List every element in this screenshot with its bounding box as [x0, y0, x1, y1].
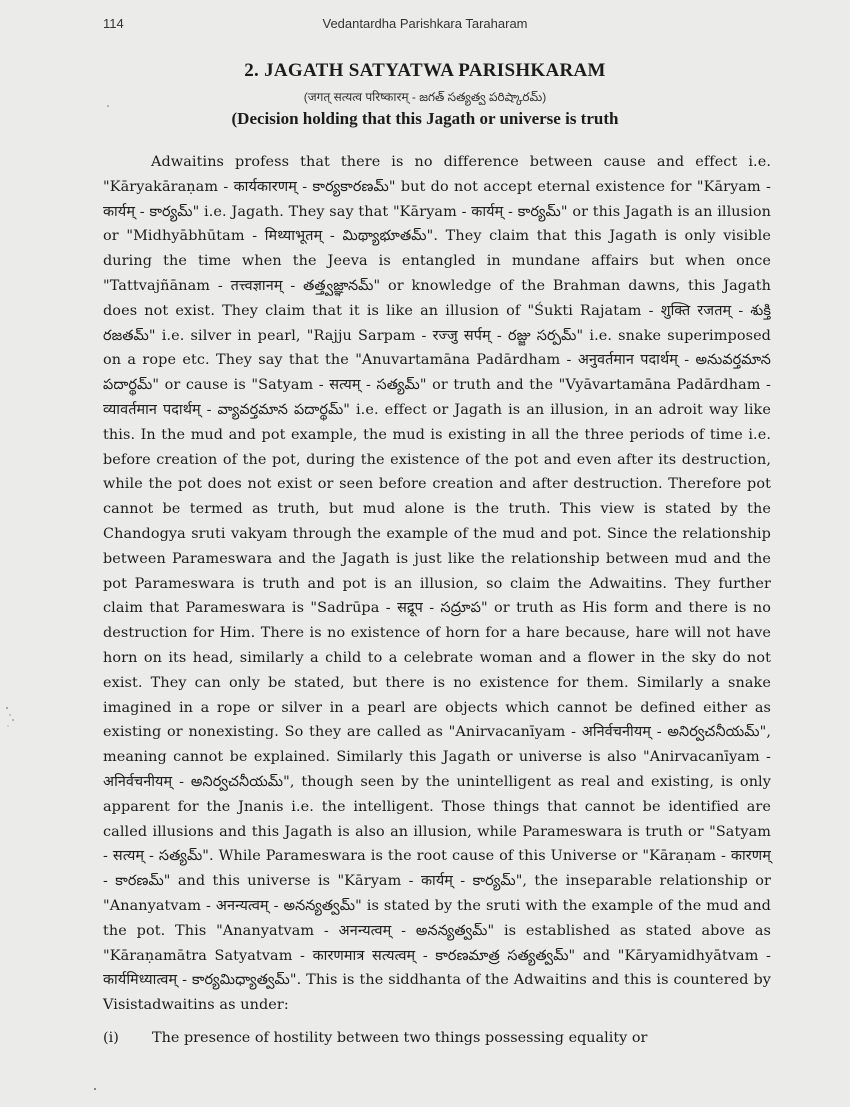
chapter-title: 2. JAGATH SATYATWA PARISHKARAM	[244, 60, 606, 81]
paragraph: Adwaitins profess that there is no difference between cause and effect i.e. "Kāryakāraṇam - कार्यकारणम् - కార్యకారణమ్" but do not accept eternal existence for "Kāryam - कार्यम् - కార్యమ్" i.e. Jagath. They say that "Kāryam - कार्यम् - కార్యమ్" or this Jagath is an illusion or "Midhyābhūtam - मिथ्याभूतम् - మిథ్యాభూతమ్". They claim that this Jagath is only visible during the time when the Jeeva is entangled in mundane affairs but when once "Tattvajñānam - तत्त्वज्ञानम् - తత్త్వజ్ఞానమ్" or knowledge of the Brahman dawns, this Jagath does not exist. They claim that it is like an illusion of "Śukti Rajatam - शुक्ति रजतम् - శుక్తి రజతమ్" i.e. silver in pearl, "Rajju Sarpam - रज्जु सर्पम् - రజ్జు సర్పమ్" i.e. snake superimposed on a rope etc. They say that the "Anuvartamāna Padārdham - अनुवर्तमान पदार्थम् - అనువర్తమాన పదార్థమ్" or cause is "Satyam - सत्यम् - సత్యమ్" or truth and the "Vyāvartamāna Padārdham - व्यावर्तमान पदार्थम् - వ్యావర్తమాన పదార్థమ్" i.e. effect or Jagath is an illusion, in an adroit way like this. In the mud and pot example, the mud is existing in all the three periods of time i.e. before creation of the pot, during the existence of the pot and even after its destruction, while the pot does not exist or seen before creation and after destruction. Therefore pot cannot be termed as truth, but mud alone is the truth. This view is stated by the Chandogya sruti vakyam through the example of the mud and pot. Since the relationship between Parameswara and the Jagath is just like the relationship between mud and the pot Parameswara is truth and pot is an illusion, so claim the Adwaitins. They further claim that Parameswara is "Sadrūpa - सद्रूप - సద్రూప" or truth as His form and there is no destruction for Him. There is no existence of horn for a hare because, hare will not have horn on its head, similarly a child to a celebrate woman and a flower in the sky do not exist. They can only be stated, but there is no existence for them. Similarly a snake imagined in a rope or silver in a pearl are objects which cannot be defined either as existing or nonexisting. So they are called as "Anirvacanīyam - अनिर्वचनीयम् - అనిర్వచనీయమ్", meaning cannot be explained. Similarly this Jagath or universe is also "Anirvacanīyam - अनिर्वचनीयम् - అనిర్వచనీయమ్", though seen by the unintelligent as real and existing, is only apparent for the Jnanis i.e. the intelligent. Those things that cannot be identified are called illusions and this Jagath is also an illusion, while Parameswara is truth or "Satyam - सत्यम् - సత్యమ్". While Parameswara is the root cause of this Universe or "Kāraṇam - कारणम् - కారణమ్" and this universe is "Kāryam - कार्यम् - కార్యమ్", the inseparable relationship or "Ananyatvam - अनन्यत्वम् - అనన్యత్వమ్" is stated by the sruti with the example of the mud and the pot. This "Ananyatvam - अनन्यत्वम् - అనన్యత్వమ్" is established as stated above as "Kāraṇamātra Satyatvam - कारणमात्र सत्यत्वम् - కారణమాత్ర సత్యత్వమ్" and "Kāryamidhyātvam - कार्यमिध्यात्वम् - కార్యమిధ్యాత్వమ్". This is the siddhanta of the Adwaitins and this is countered by Visistadwaitins as under:	[103, 154, 771, 1014]
book-title: Vedantardha Parishkara Taraharam	[322, 16, 528, 31]
list-item-text: The presence of hostility between two things possessing equality or	[152, 1030, 648, 1046]
list-marker: (i)	[103, 1030, 119, 1046]
page-number: 114	[103, 16, 124, 31]
chapter-subtitle-english: (Decision holding that this Jagath or universe is truth	[231, 109, 619, 128]
chapter-subtitle-script: (जगत् सत्यत्व परिष्कारम् - జగత్ సత్యత్వ పరిష్కారమ్)	[303, 90, 547, 104]
